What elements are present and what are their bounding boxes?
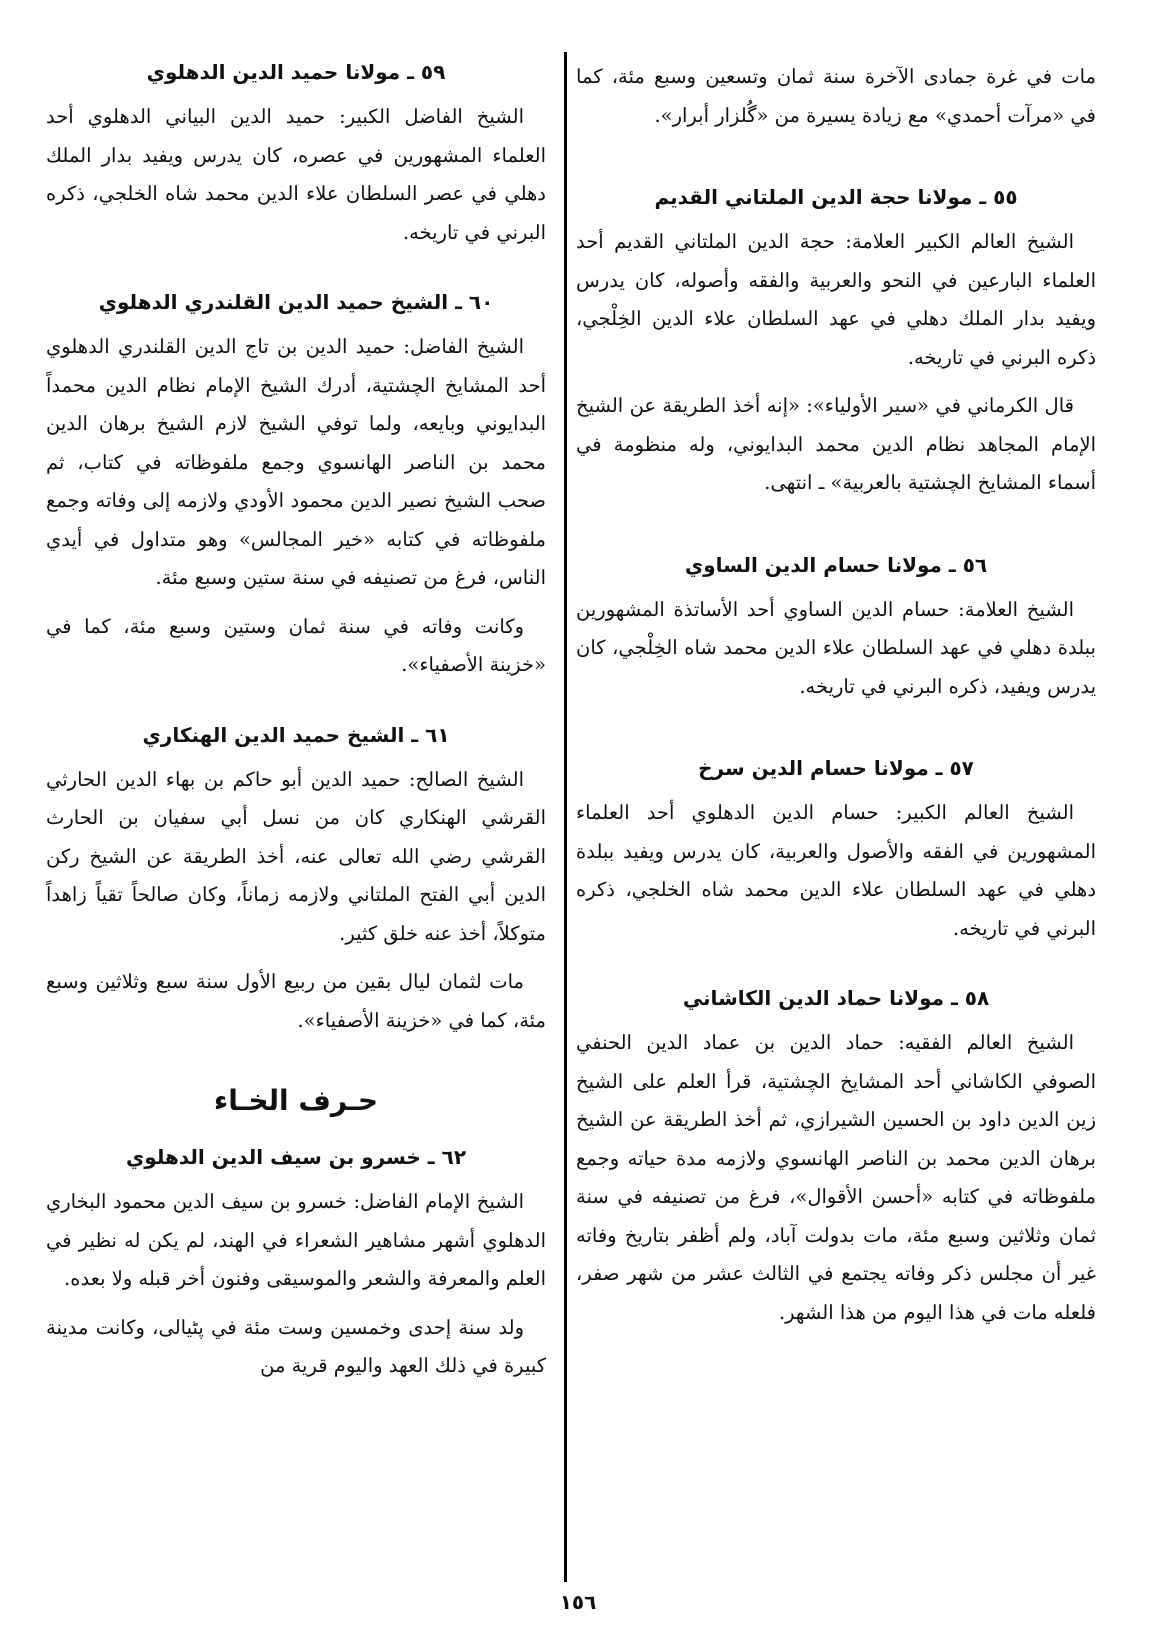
entry-55-paragraph-2: قال الكرماني في «سير الأولياء»: «إنه أخذ الطريقة عن الشيخ الإمام المجاهد نظام الدين محمد البدايوني، وله منظومة في أسماء المشايخ الچشتية بالعربية» ـ انتهى. [576, 394, 1096, 494]
continuation-paragraph: مات في غرة جمادى الآخرة سنة ثمان وتسعين وسبع مئة، كما في «مرآت أحمدي» مع زيادة يسيرة من «گُلزار أبرار». [576, 65, 1096, 127]
entry-60-paragraph-2: وكانت وفاته في سنة ثمان وستين وسبع مئة، كما في «خزينة الأصفياء». [46, 614, 546, 676]
entry-heading-56: ٥٦ ـ مولانا حسام الدين الساوي [684, 552, 988, 577]
right-column [576, 58, 1096, 1342]
column-divider [564, 52, 567, 1582]
entry-57-paragraph-1: الشيخ العالم الكبير: حسام الدين الدهلوي أحد العلماء المشهورين في الفقه والأصول والعربية، كان يدرس ويفيد ببلدة دهلي في عهد السلطان علاء الدين محمد شاه الخلجي، ذكره البرني في تاريخه. [576, 801, 1096, 940]
entry-60-paragraph-1: الشيخ الفاضل: حميد الدين بن تاج الدين القلندري الدهلوي أحد المشايخ الچشتية، أدرك الشيخ الإمام نظام الدين محمداً البدايوني وبايعه، ولما توفي الشيخ لازم الشيخ برهان الدين محمد بن الناصر الهانسوي وجمع ملفوظاته في كتاب، ثم صحب الشيخ نصير الدين محمود الأودي ولازمه إلى وفاته وجمع ملفوظاته في كتابه «خير المجالس» وهو متداول في أيدي الناس، فرغ من تصنيفه في سنة ستين وسبع مئة. [46, 335, 546, 589]
entry-56-paragraph-1: الشيخ العلامة: حسام الدين الساوي أحد الأساتذة المشهورين ببلدة دهلي في عهد السلطان علاء الدين محمد شاه الخِلْجي، كان يدرس ويفيد، ذكره البرني في تاريخه. [576, 597, 1096, 698]
entry-heading-55: ٥٥ ـ مولانا حجة الدين الملتاني القديم [654, 185, 1018, 209]
entry-heading-58: ٥٨ ـ مولانا حماد الدين الكاشاني [682, 986, 990, 1010]
entry-59-paragraph-1: الشيخ الفاضل الكبير: حميد الدين البياني الدهلوي أحد العلماء المشهورين في عصره، كان يدرس ويفيد بدار الملك دهلي في عصر السلطان علاء الدين محمد شاه الخلجي، ذكره البرني في تاريخه. [46, 105, 546, 244]
left-column [46, 58, 546, 1396]
page-number: ١٥٦ [559, 1590, 597, 1614]
entry-62-paragraph-1: الشيخ الإمام الفاضل: خسرو بن سيف الدين محمود البخاري الدهلوي أشهر مشاهير الشعراء في الهند، لم يكن له نظير في العلم والمعرفة والشعر والموسيقى وفنون أخر قبله ولا بعده. [46, 1190, 546, 1290]
entry-61-paragraph-1: الشيخ الصالح: حميد الدين أبو حاكم بن بهاء الدين الحارثي القرشي الهنكاري كان من نسل أبي سفيان بن الحارث القرشي رضي الله تعالى عنه، أخذ الطريقة عن الشيخ ركن الدين أبي الفتح الملتاني ولازمه زماناً، وكان صالحاً تقياً زاهداً متوكلاً، أخذ عنه خلق كثير. [46, 767, 546, 945]
entry-heading-57: ٥٧ ـ مولانا حسام الدين سرخ [698, 756, 974, 780]
entry-62-paragraph-2: ولد سنة إحدى وخمسين وست مئة في پٹيالی، وكانت مدينة كبيرة في ذلك العهد واليوم قرية من [46, 1315, 546, 1377]
entry-61-paragraph-2: مات لثمان ليال بقين من ربيع الأول سنة سبع وثلاثين وسبع مئة، كما في «خزينة الأصفياء». [46, 970, 546, 1032]
entry-heading-61: ٦١ ـ الشيخ حميد الدين الهنكاري [142, 722, 450, 747]
entry-heading-60: ٦٠ ـ الشيخ حميد الدين القلندري الدهلوي [98, 290, 494, 314]
entry-55-paragraph-1: الشيخ العالم الكبير العلامة: حجة الدين الملتاني القديم أحد العلماء البارعين في النحو والعربية والفقه وأصوله، كان يدرس ويفيد بدار الملك دهلي في عهد السلطان علاء الدين الخِلْجي، ذكره البرني في تاريخه. [576, 230, 1096, 369]
letter-section-heading: حـرف الخـاء [213, 1084, 379, 1117]
entry-heading-59: ٥٩ ـ مولانا حميد الدين الدهلوي [146, 60, 446, 84]
entry-58-paragraph-1: الشيخ العالم الفقيه: حماد الدين بن عماد الدين الحنفي الصوفي الكاشاني أحد المشايخ الچشتية، قرأ العلم على الشيخ زين الدين داود بن الحسين الشيرازي، ثم أخذ الطريقة عن الشيخ برهان الدين محمد بن الناصر الهانسوي ولازمه مدة حياته وجمع ملفوظاته في كتابه «أحسن الأقوال»، فرغ من تصنيفه في سنة ثمان وثلاثين وسبع مئة، مات بدولت آباد، ولم أظفر بتاريخ وفاته غير أن مجلس ذكر وفاته يجتمع في الثالث عشر من شهر صفر، فلعله مات في هذا اليوم من هذا الشهر. [576, 1031, 1096, 1324]
entry-heading-62: ٦٢ ـ خسرو بن سيف الدين الدهلوي [125, 1145, 467, 1169]
